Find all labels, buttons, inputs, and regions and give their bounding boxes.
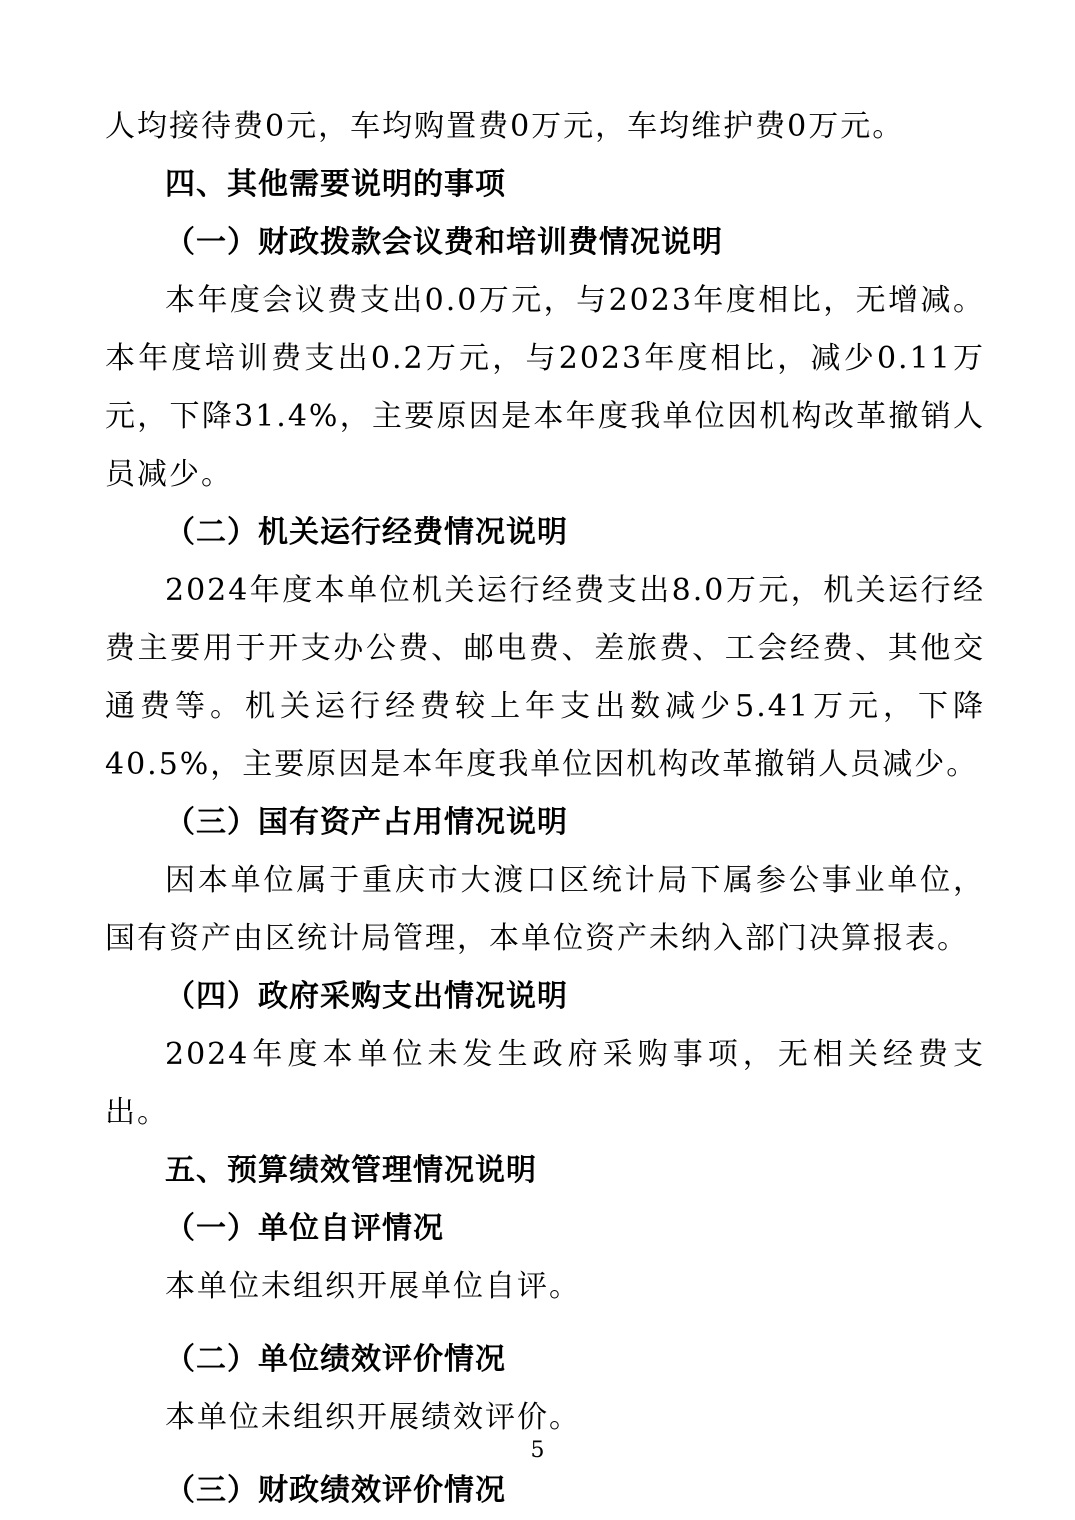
subheading-state-assets: （三）国有资产占用情况说明 [165, 805, 568, 840]
subheading-government-procurement: （四）政府采购支出情况说明 [165, 979, 568, 1014]
paragraph-state-assets: 因本单位属于重庆市大渡口区统计局下属参公事业单位，国有资产由区统计局管理，本单位资产未纳入部门决算报表。 [105, 863, 985, 956]
paragraph-operating-expenses: 2024年度本单位机关运行经费支出8.0万元，机关运行经费主要用于开支办公费、邮电费、差旅费、工会经费、其他交通费等。机关运行经费较上年支出数减少5.41万元，下降40.5%，主要原因是本年度我单位因机构改革撤销人员减少。 [105, 573, 985, 782]
paragraph-unit-self-assessment: 本单位未组织开展单位自评。 [165, 1269, 581, 1304]
document-content [105, 98, 985, 1520]
subheading-operating-expenses: （二）机关运行经费情况说明 [165, 515, 568, 550]
paragraph-government-procurement: 2024年度本单位未发生政府采购事项，无相关经费支出。 [105, 1037, 985, 1130]
page-number: 5 [530, 1438, 545, 1463]
subheading-unit-self-assessment: （一）单位自评情况 [165, 1211, 444, 1246]
section-heading-other-matters: 四、其他需要说明的事项 [165, 167, 506, 202]
subheading-unit-performance-evaluation: （二）单位绩效评价情况 [165, 1342, 506, 1377]
paragraph-unit-performance-evaluation: 本单位未组织开展绩效评价。 [165, 1400, 581, 1435]
paragraph-meeting-training-fees: 本年度会议费支出0.0万元，与2023年度相比，无增减。本年度培训费支出0.2万元，与2023年度相比，减少0.11万元，下降31.4%，主要原因是本年度我单位因机构改革撤销人员减少。 [105, 283, 985, 492]
page-footer [0, 1438, 1075, 1463]
paragraph-continuation: 人均接待费0元，车均购置费0万元，车均维护费0万元。 [105, 109, 905, 144]
subheading-fiscal-performance-evaluation: （三）财政绩效评价情况 [165, 1473, 506, 1508]
subheading-meeting-training-fees: （一）财政拨款会议费和培训费情况说明 [165, 225, 723, 260]
section-heading-budget-performance: 五、预算绩效管理情况说明 [165, 1153, 537, 1188]
